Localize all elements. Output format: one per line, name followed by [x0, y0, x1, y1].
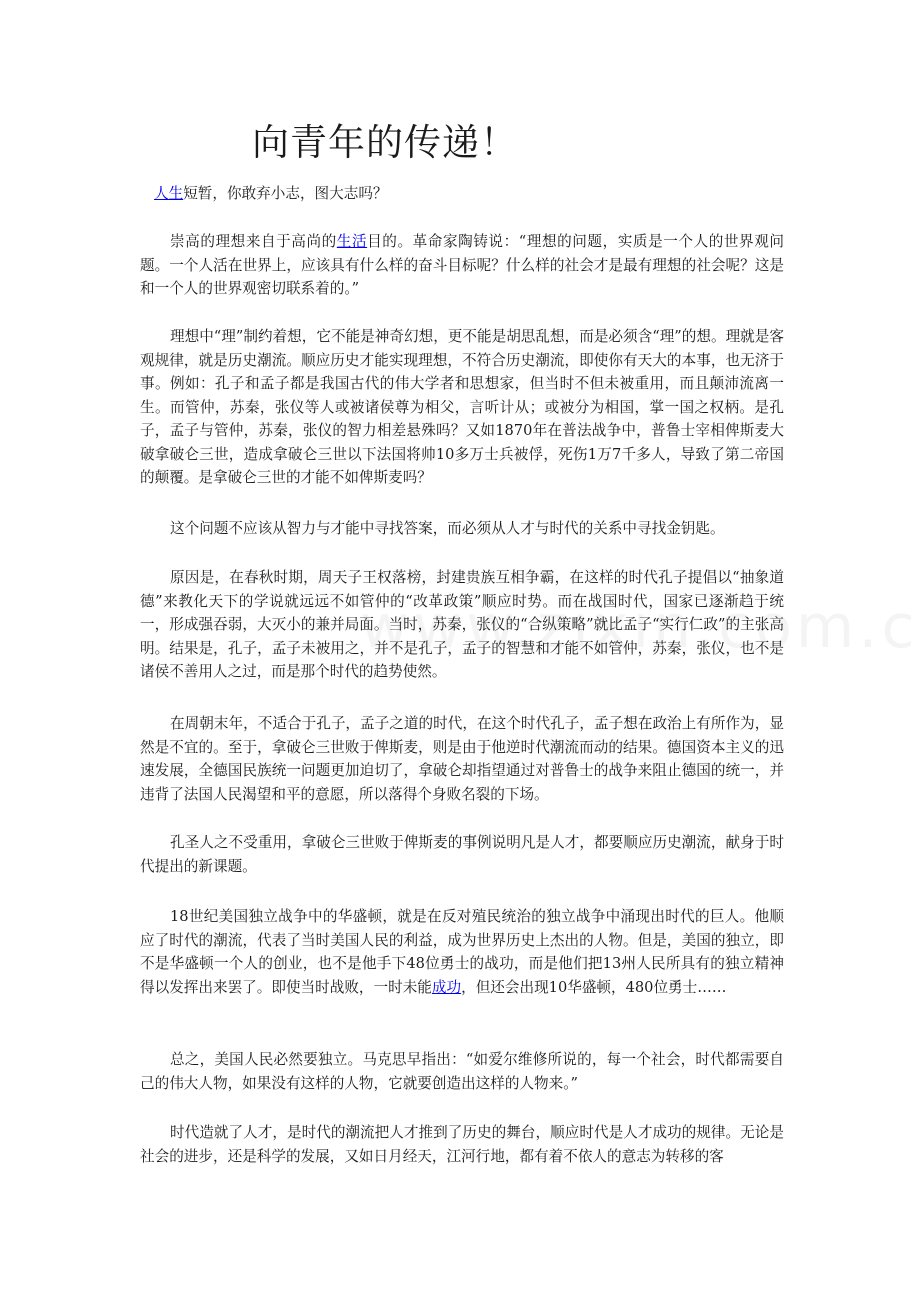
paragraph-8-after: ，但还会出现10华盛顿，480位勇士…… [461, 978, 727, 996]
paragraph-3: 理想中“理”制约着想，它不能是神奇幻想，更不能是胡思乱想，而是必须含“理”的想。理就是客观规律，就是历史潮流。顺应历史才能实现理想，不符合历史潮流，即使你有天大的本事，也无济于事。例如：孔子和孟子都是我国古代的伟大学者和思想家，但当时不但未被重用，而且颠沛流离一生。而管仲，苏秦，张仪等人或被诸侯尊为相父，言听计从；或被分为相国，掌一国之权柄。是孔子，孟子与管仲，苏秦，张仪的智力相差悬殊吗？又如1870年在普法战争中，普鲁士宰相俾斯麦大破拿破仑三世，造成拿破仑三世以下法国将帅10多万士兵被俘，死伤1万7千多人，导致了第二帝国的颠覆。是拿破仑三世的才能不如俾斯麦吗？ [140, 328, 784, 486]
paragraph-2 [140, 230, 784, 301]
paragraph-9: 总之，美国人民必然要独立。马克思早指出：“如爱尔维修所说的，每一个社会，时代都需要自己的伟大人物，如果没有这样的人物，它就要创造出这样的人物来。” [140, 1051, 784, 1092]
paragraph-4: 这个问题不应该从智力与才能中寻找答案，而必须从人才与时代的关系中寻找金钥匙。 [170, 520, 725, 537]
paragraph-2-before: 崇高的理想来自于高尚的 [170, 233, 337, 250]
link-shenghuo[interactable]: 生活 [336, 233, 368, 250]
paragraph-7: 孔圣人之不受重用，拿破仑三世败于俾斯麦的事例说明凡是人才，都要顺应历史潮流，献身于时代提出的新课题。 [140, 834, 784, 875]
paragraph-8-before: 18世纪美国独立战争中的华盛顿，就是在反对殖民统治的独立战争中涌现出时代的巨人。他顺应了时代的潮流，代表了当时美国人民的利益，成为世界历史上杰出的人物。但是，美国的独立，即不是华盛顿一个人的创业，也不是他手下48位勇士的战功，而是他们把13州人民所具有的独立精神得以发挥出来罢了。即使当时战败，一时未能 [140, 908, 784, 996]
document-title: 向青年的传递！ [252, 121, 518, 164]
paragraph-2-after: 目的。革命家陶铸说：“理想的问题，实质是一个人的世界观问题。一个人活在世界上，应该具有什么样的奋斗目标呢？什么样的社会才是最有理想的社会呢？这是和一个人的世界观密切联系着的。” [140, 233, 784, 297]
paragraph-10: 时代造就了人才，是时代的潮流把人才推到了历史的舞台，顺应时代是人才成功的规律。无论是社会的进步，还是科学的发展，又如日月经天，江河行地，都有着不依人的意志为转移的客 [140, 1124, 784, 1165]
link-chenggong[interactable]: 成功 [431, 978, 462, 996]
paragraph-1-text: 短暂，你敢弃小志，图大志吗？ [183, 185, 388, 202]
paragraph-1 [140, 182, 784, 206]
link-rensheng[interactable]: 人生 [154, 185, 184, 202]
paragraph-8 [140, 905, 784, 999]
paragraph-6: 在周朝末年，不适合于孔子，孟子之道的时代，在这个时代孔子，孟子想在政治上有所作为，显然是不宜的。至于，拿破仑三世败于俾斯麦，则是由于他逆时代潮流而动的结果。德国资本主义的迅速发展，全德国民族统一问题更加迫切了，拿破仑却指望通过对普鲁士的战争来阻止德国的统一，并违背了法国人民渴望和平的意愿，所以落得个身败名裂的下场。 [140, 715, 784, 803]
paragraph-5: 原因是，在春秋时期，周天子王权落榜，封建贵族互相争霸，在这样的时代孔子提倡以“抽象道德”来教化天下的学说就远远不如管仲的“改革政策”顺应时势。而在战国时代，国家已逐渐趋于统一，形成强吞弱，大灭小的兼并局面。当时，苏秦，张仪的“合纵策略”就比孟子“实行仁政”的主张高明。结果是，孔子，孟子未被用之，并不是孔子，孟子的智慧和才能不如管仲，苏秦，张仪，也不是诸侯不善用人之过，而是那个时代的趋势使然。 [140, 569, 784, 680]
